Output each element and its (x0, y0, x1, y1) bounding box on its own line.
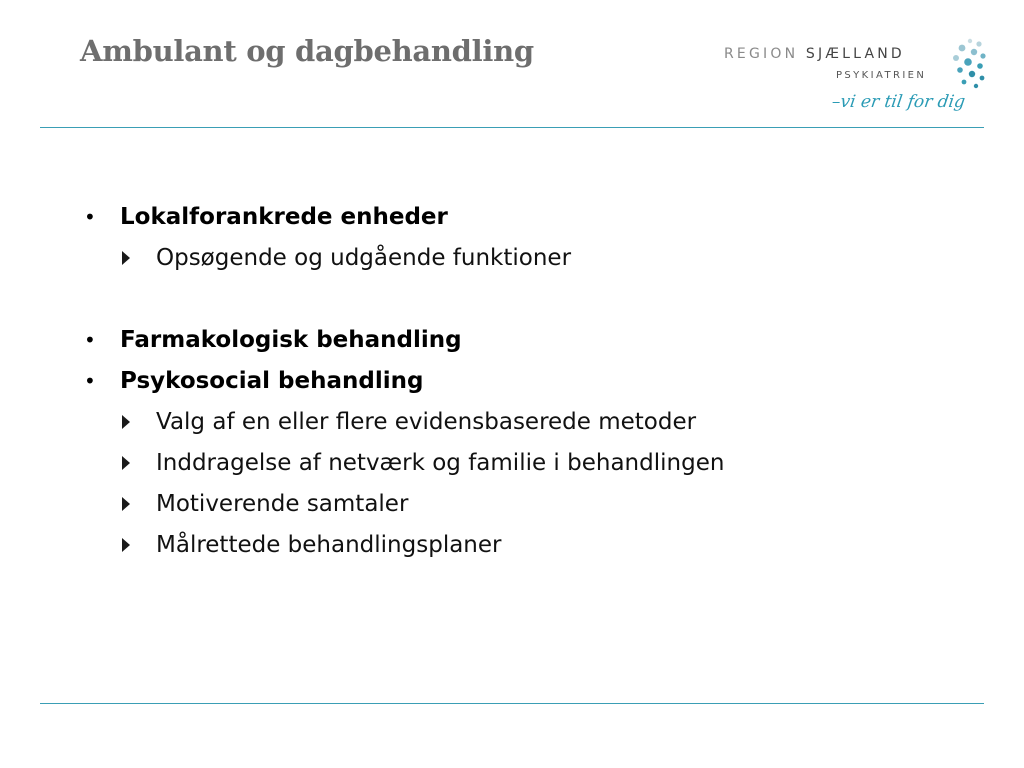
sub-item (84, 403, 984, 444)
logo-tagline: –vi er til for dig (830, 92, 967, 112)
bullet-item (84, 362, 984, 403)
arrow-right-icon (122, 538, 130, 552)
sub-item (84, 485, 984, 526)
sub-item-label: Motiverende samtaler (156, 491, 409, 517)
spacer (84, 280, 984, 321)
bullet-label: Farmakologisk behandling (120, 327, 462, 353)
bullet-item (84, 198, 984, 239)
sub-item-label: Opsøgende og udgående funktioner (156, 245, 572, 271)
slide-content (84, 198, 984, 567)
sub-item (84, 526, 984, 567)
arrow-right-icon (122, 415, 130, 429)
bullet-label: Lokalforankrede enheder (120, 204, 448, 230)
sub-item-label: Inddragelse af netværk og familie i behandlingen (156, 450, 725, 476)
bullet-item (84, 321, 984, 362)
sub-item (84, 444, 984, 485)
arrow-right-icon (122, 251, 130, 265)
logo-dots-icon (946, 38, 986, 92)
sub-item (84, 239, 984, 280)
arrow-right-icon (122, 456, 130, 470)
sub-item-label: Målrettede behandlingsplaner (156, 532, 502, 558)
logo-name-text: SJÆLLAND (805, 46, 905, 62)
bullet-icon: • (84, 205, 96, 229)
logo-region-text: REGION (724, 46, 799, 62)
bullet-label: Psykosocial behandling (120, 368, 424, 394)
logo-sub-text: PSYKIATRIEN (836, 70, 927, 81)
bullet-icon: • (84, 328, 96, 352)
bottom-divider (40, 703, 984, 704)
region-sjaelland-logo (720, 38, 990, 128)
sub-item-label: Valg af en eller flere evidensbaserede metoder (156, 409, 697, 435)
bullet-icon: • (84, 369, 96, 393)
arrow-right-icon (122, 497, 130, 511)
top-divider (40, 127, 984, 128)
slide-title: Ambulant og dagbehandling (80, 34, 534, 68)
